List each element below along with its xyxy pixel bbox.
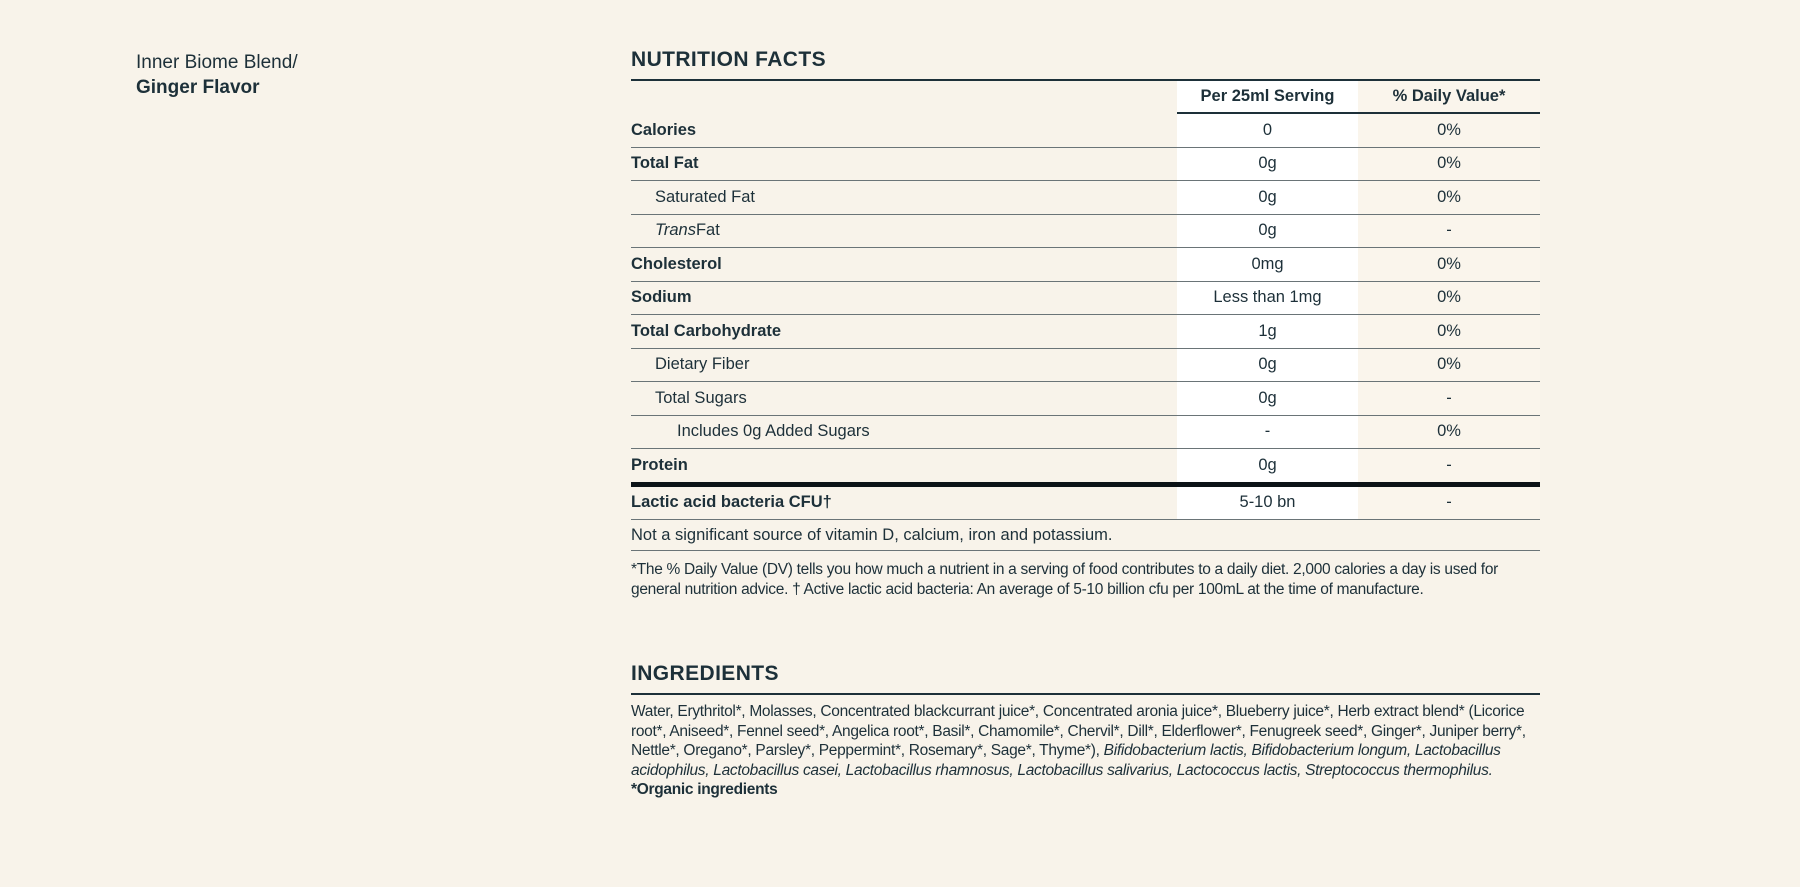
nutrient-per-serving-value: 0g: [1177, 382, 1358, 415]
nutrition-table-row: [631, 215, 1540, 249]
nutrient-daily-value: 0%: [1358, 114, 1540, 147]
nutrient-label-text: Fat: [695, 221, 720, 240]
nutrient-label-text: Cholesterol: [631, 254, 722, 273]
nutrient-label: [631, 282, 1177, 315]
nutrient-label: [631, 181, 1177, 214]
ingredients-text: [631, 702, 1540, 800]
product-title: [136, 50, 298, 100]
nutrition-footnote: *The % Daily Value (DV) tells you how much a nutrient in a serving of food contributes to a daily diet. 2,000 calories a day is used for general nutrition advice. † Active lactic acid bacteria: An average of 5-10 billion cfu per 100mL at the time of manufacture.: [631, 561, 1498, 598]
nutrient-label-text: Saturated Fat: [655, 187, 755, 206]
ingredients-segment-italic: Bifidobacterium lactis, Bifidobacterium longum, Lactobacillus acidophilus, Lactobacillus casei, Lactobacillus rhamnosus, Lactobacillus salivarius, Lactococcus lactis, Streptococcus thermophilus.: [631, 742, 1501, 779]
nutrient-daily-value: -: [1358, 487, 1540, 520]
nutrient-label-text: Protein: [631, 455, 688, 474]
nutrient-label-text: Dietary Fiber: [655, 355, 750, 374]
nutrition-table-row: [631, 114, 1540, 148]
nutrient-label: [631, 215, 1177, 248]
column-header-per-serving: Per 25ml Serving: [1177, 81, 1358, 114]
nutrient-per-serving-value: 0g: [1177, 449, 1358, 482]
nutrient-label-text: Total Sugars: [655, 388, 747, 407]
nutrient-label: [631, 248, 1177, 281]
nutrient-per-serving-value: 0: [1177, 114, 1358, 147]
nutrient-label-text: Total Fat: [631, 154, 699, 173]
nutrition-table-row: [631, 382, 1540, 416]
nutrient-label: [631, 349, 1177, 382]
nutrient-daily-value: 0%: [1358, 349, 1540, 382]
product-title-line1: Inner Biome Blend/: [136, 52, 298, 73]
nutrient-label-text: Lactic acid bacteria CFU†: [631, 493, 832, 512]
nutrient-per-serving-value: 1g: [1177, 315, 1358, 348]
nutrition-table-row: [631, 282, 1540, 316]
nutrient-per-serving-value: 0g: [1177, 349, 1358, 382]
nutrient-daily-value: 0%: [1358, 416, 1540, 449]
nutrient-label-text: Calories: [631, 120, 697, 139]
nutrient-per-serving-value: 5-10 bn: [1177, 487, 1358, 520]
ingredients-heading: INGREDIENTS: [631, 662, 1540, 695]
nutrient-label: [631, 382, 1177, 415]
nutrient-daily-value: -: [1358, 449, 1540, 482]
nutrient-label: [631, 416, 1177, 449]
nutrition-table-row: [631, 416, 1540, 450]
nutrient-daily-value: 0%: [1358, 282, 1540, 315]
nutrition-facts-heading: NUTRITION FACTS: [631, 48, 1540, 81]
ingredients-segment-normal: Water, Erythritol*, Molasses, Concentrated blackcurrant juice*, Concentrated aronia juice*, Blueberry juice*, Herb extract blend* (Licorice root*, Aniseed*, Fennel seed*, Angelica root*, Basil*, Chamomile*, Chervil*, Dill*, Elderflower*, Fenugreek seed*, Ginger*, Juniper berry*, Nettle*, Oregano*, Parsley*, Peppermint*, Rosemary*, Sage*, Thyme*),: [631, 703, 1526, 759]
nutrition-table-row: [631, 315, 1540, 349]
nutrient-per-serving-value: -: [1177, 416, 1358, 449]
nutrient-daily-value: -: [1358, 215, 1540, 248]
nutrient-label: [631, 315, 1177, 348]
nutrition-table-row: [631, 487, 1540, 521]
nutrient-label: [631, 114, 1177, 147]
nutrient-label-text: Sodium: [631, 288, 692, 307]
column-header-daily-value: % Daily Value*: [1358, 81, 1540, 114]
nutrient-label: [631, 487, 1177, 520]
nutrient-label-text: Includes 0g Added Sugars: [677, 422, 870, 441]
nutrition-table-row: [631, 181, 1540, 215]
nutrient-daily-value: 0%: [1358, 315, 1540, 348]
nutrient-per-serving-value: 0g: [1177, 181, 1358, 214]
nutrient-label-italic-part: Trans: [655, 221, 696, 240]
nutrition-facts-section: [631, 48, 1540, 600]
nutrition-table-body: [631, 114, 1540, 520]
nutrient-label: [631, 148, 1177, 181]
nutrient-per-serving-value: 0g: [1177, 148, 1358, 181]
nutrient-label: [631, 449, 1177, 482]
product-title-line2: Ginger Flavor: [136, 77, 260, 98]
nutrient-per-serving-value: Less than 1mg: [1177, 282, 1358, 315]
nutrient-label-text: Total Carbohydrate: [631, 321, 782, 340]
nutrition-table-row: [631, 449, 1540, 487]
nutrient-daily-value: 0%: [1358, 181, 1540, 214]
nutrient-per-serving-value: 0g: [1177, 215, 1358, 248]
nutrient-daily-value: 0%: [1358, 148, 1540, 181]
nutrient-daily-value: -: [1358, 382, 1540, 415]
nutrition-header-spacer: [631, 81, 1177, 114]
nutrition-table-row: [631, 349, 1540, 383]
nutrition-table-header-row: [631, 81, 1540, 114]
ingredients-segment-bold: *Organic ingredients: [631, 781, 778, 798]
nutrition-note: Not a significant source of vitamin D, calcium, iron and potassium.: [631, 520, 1540, 551]
nutrition-table-row: [631, 148, 1540, 182]
nutrition-table-row: [631, 248, 1540, 282]
nutrient-daily-value: 0%: [1358, 248, 1540, 281]
nutrient-per-serving-value: 0mg: [1177, 248, 1358, 281]
ingredients-section: [631, 662, 1540, 800]
